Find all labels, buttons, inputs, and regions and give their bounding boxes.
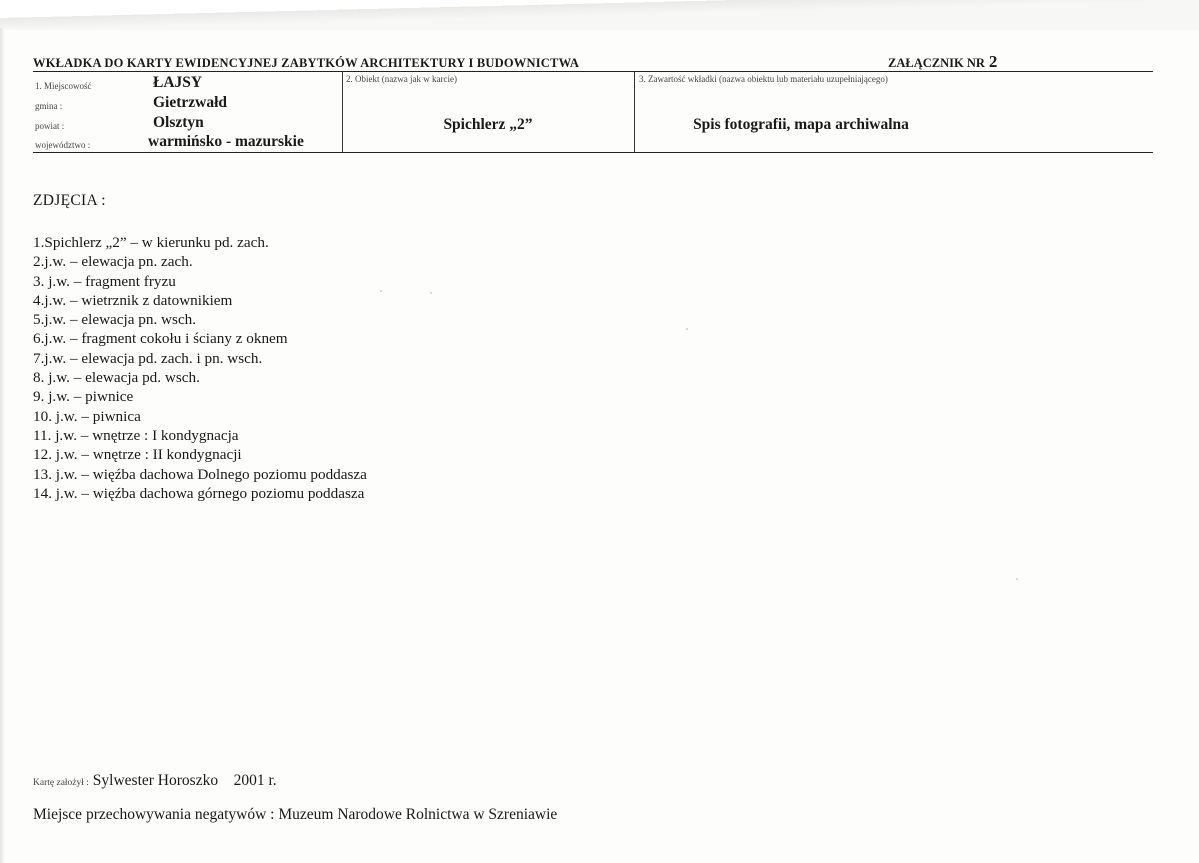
storage-label: Miejsce przechowywania negatywów :: [33, 806, 275, 823]
author-name: Sylwester Horoszko: [92, 772, 219, 789]
author-line: [33, 772, 277, 790]
photo-list-item: 10. j.w. – piwnica: [33, 407, 141, 425]
photo-list-item: 8. j.w. – elewacja pd. wsch.: [33, 369, 200, 387]
photo-list-item: 6.j.w. – fragment cokołu i ściany z oknem: [33, 330, 288, 348]
photo-list: [33, 233, 367, 503]
photo-list-item: 3. j.w. – fragment fryzu: [33, 272, 176, 290]
photo-list-item: 13. j.w. – więźba dachowa Dolnego poziomu poddasza: [33, 465, 367, 483]
storage-line: [33, 806, 557, 824]
object-label: 2. Obiekt (nazwa jak w karcie): [346, 74, 457, 84]
locality-value: ŁAJSY: [153, 74, 203, 91]
column-divider: [634, 72, 635, 152]
scan-speck: [380, 290, 382, 292]
voivodeship-value: warmińsko - mazurskie: [148, 133, 304, 150]
photo-list-item: 1.Spichlerz „2” – w kierunku pd. zach.: [33, 234, 269, 251]
annex-label-text: ZAŁĄCZNIK NR: [888, 56, 985, 70]
county-label: powiat :: [35, 121, 65, 131]
header-bottom-rule: [33, 152, 1153, 153]
voivodeship-label: województwo :: [35, 140, 91, 150]
commune-label: gmina :: [35, 101, 63, 111]
header-rule: [33, 71, 1153, 72]
photo-list-item: 5.j.w. – elewacja pn. wsch.: [33, 311, 197, 329]
photo-list-item: 12. j.w. – wnętrze : II kondygnacji: [33, 446, 242, 464]
contents-label: 3. Zawartość wkładki (nazwa obiektu lub materiału uzupełniającego): [639, 74, 888, 84]
author-label: Kartę założył :: [33, 778, 89, 788]
annex-label: [888, 52, 997, 72]
scan-edge-left: [0, 28, 5, 863]
photo-list-item: 9. j.w. – piwnice: [33, 388, 134, 406]
photo-list-item: 4.j.w. – wietrznik z datownikiem: [33, 291, 233, 309]
scan-speck: [430, 292, 432, 294]
county-value: Olsztyn: [153, 114, 204, 131]
locality-label: 1. Miejscowość: [35, 81, 92, 91]
photo-list-item: 14. j.w. – więźba dachowa górnego poziomu poddasza: [33, 484, 365, 502]
photos-heading: ZDJĘCIA :: [33, 192, 106, 209]
author-year: 2001 r.: [233, 772, 277, 789]
form-title: WKŁADKA DO KARTY EWIDENCYJNEJ ZABYTKÓW ARCHITEKTURY I BUDOWNICTWA: [33, 56, 580, 70]
column-divider: [342, 72, 343, 152]
scan-speck: [1016, 578, 1018, 580]
scan-edge-top: [0, 0, 1199, 30]
object-value: Spichlerz „2”: [443, 116, 533, 133]
photo-list-item: 11. j.w. – wnętrze : I kondygnacja: [33, 426, 239, 444]
contents-value: Spis fotografii, mapa archiwalna: [693, 116, 909, 133]
photo-list-item: 7.j.w. – elewacja pd. zach. i pn. wsch.: [33, 349, 263, 367]
photo-list-item: 2.j.w. – elewacja pn. zach.: [33, 253, 193, 271]
storage-value: Muzeum Narodowe Rolnictwa w Szreniawie: [278, 806, 558, 823]
annex-number: 2: [988, 52, 998, 71]
commune-value: Gietrzwałd: [153, 94, 228, 111]
scan-speck: [686, 328, 688, 330]
